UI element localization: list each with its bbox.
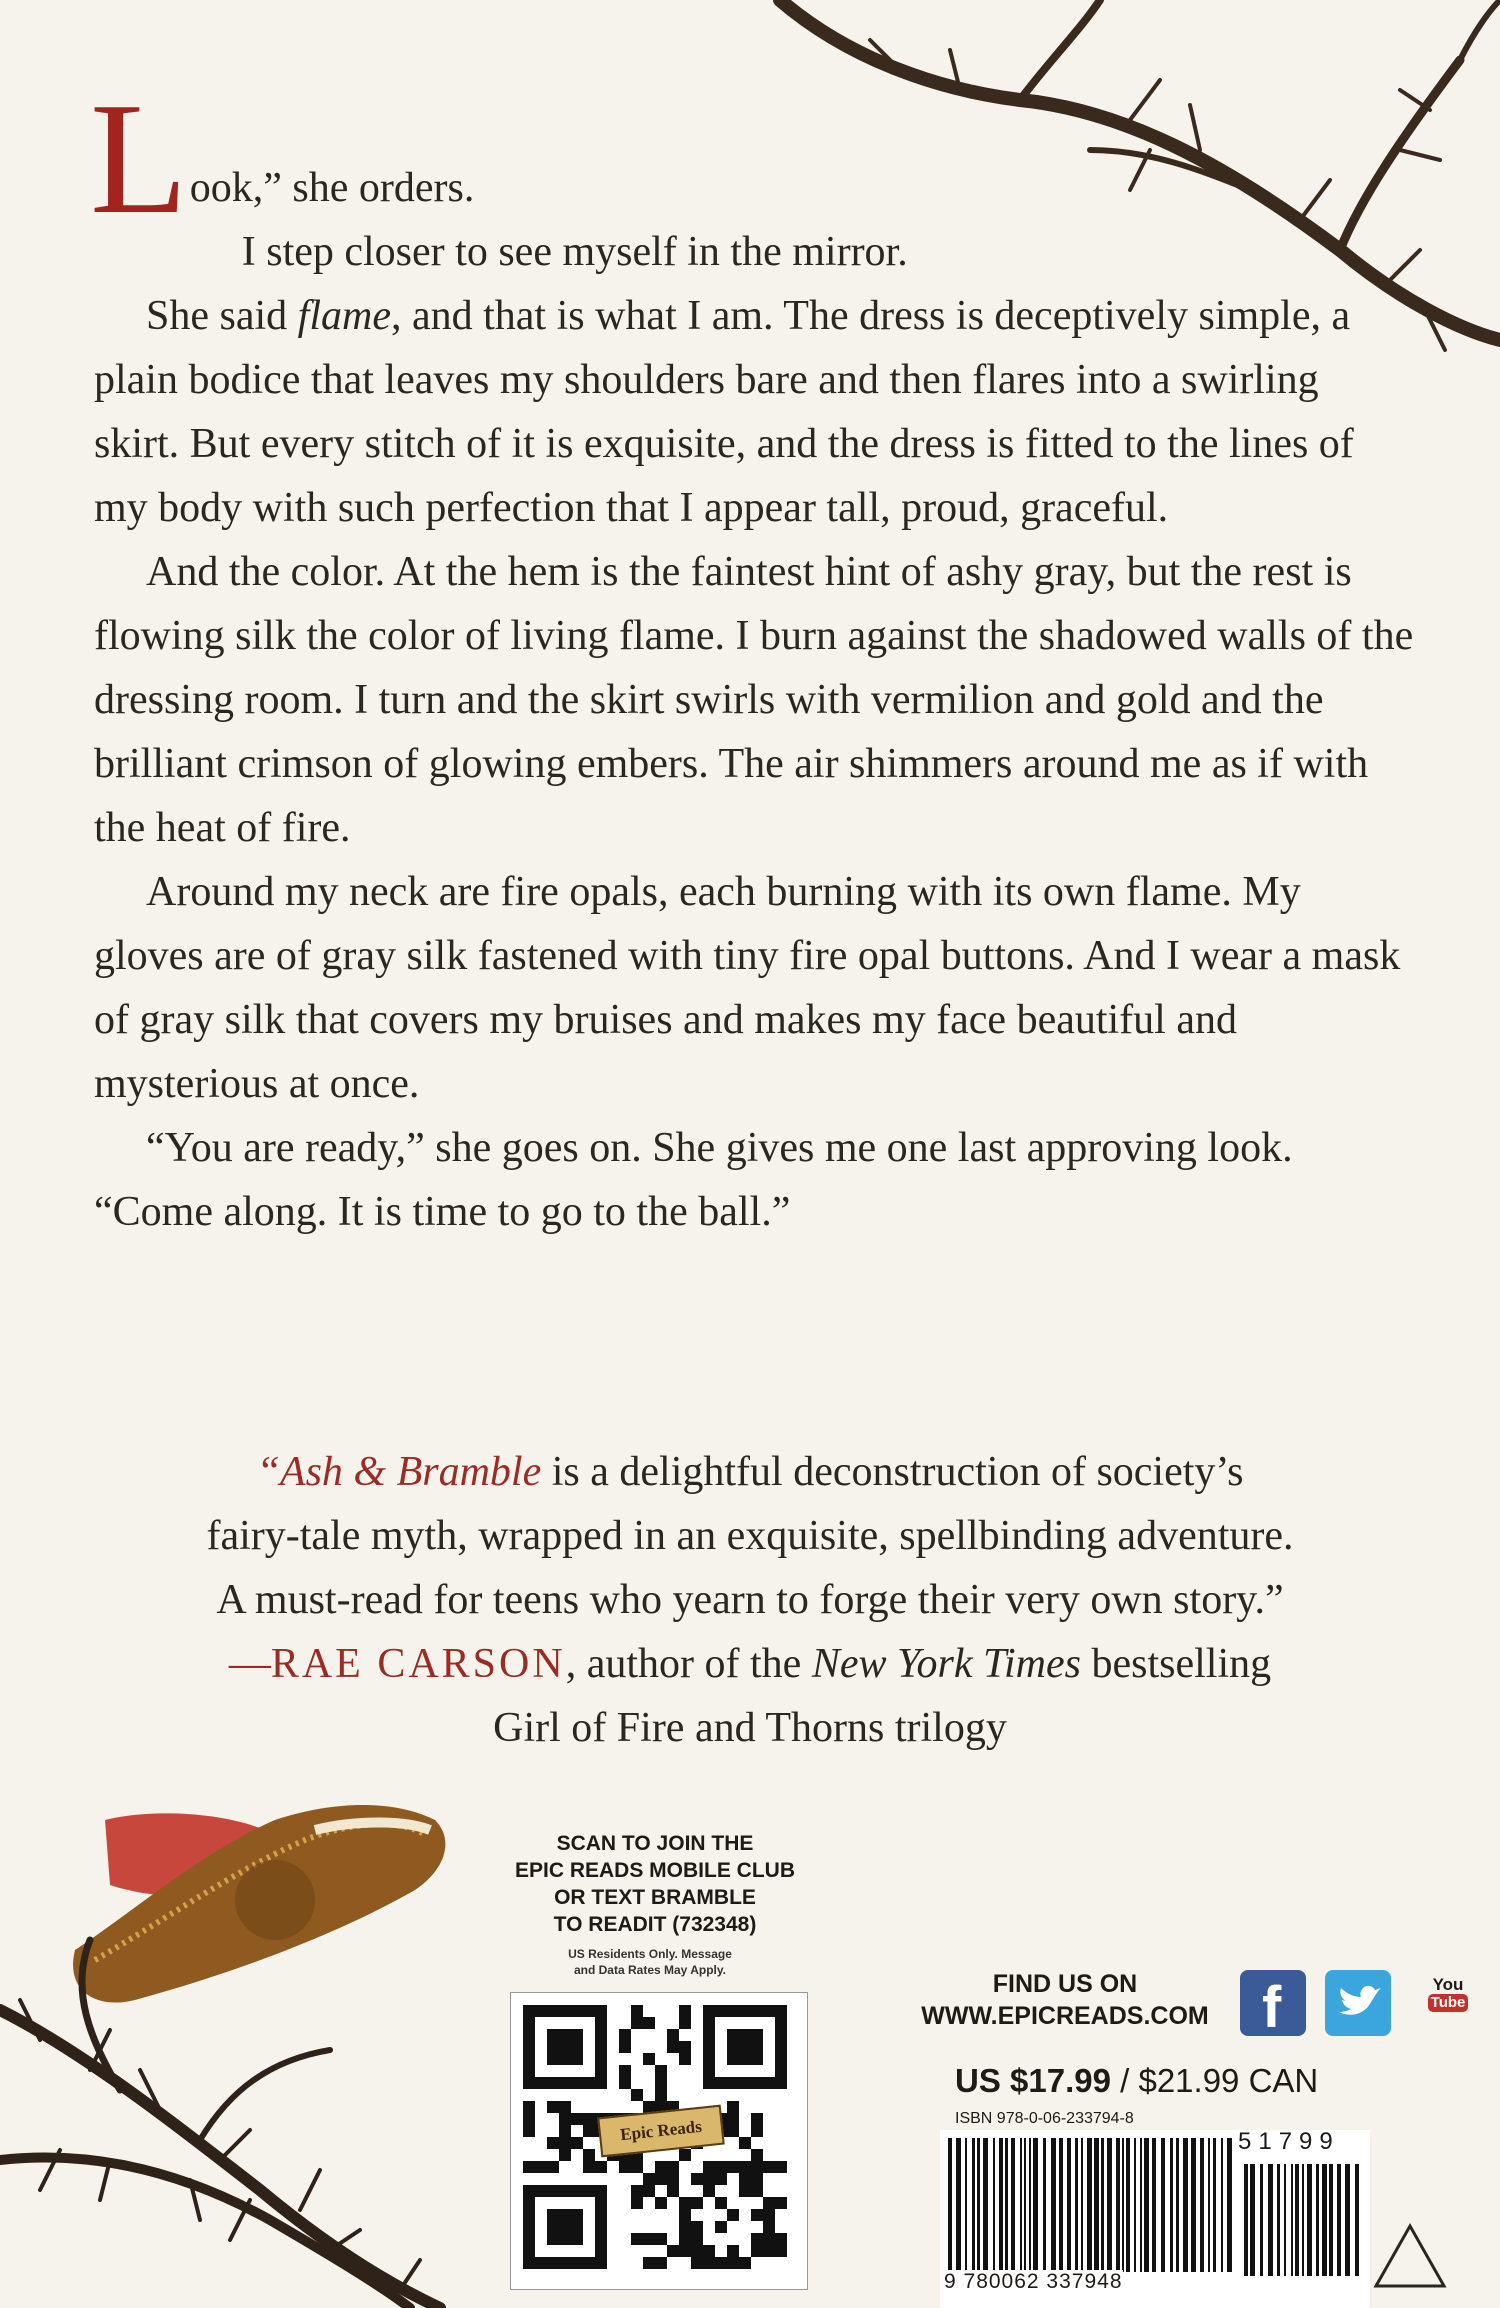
facebook-glyph: f — [1262, 1975, 1282, 2040]
callout-line: OR TEXT BRAMBLE — [554, 1886, 756, 1909]
qr-code[interactable] — [510, 1992, 808, 2290]
website-callout — [900, 1968, 1230, 2032]
canada-price: $21.99 CAN — [1138, 2062, 1319, 2099]
price-separator: / — [1110, 2062, 1139, 2099]
excerpt-paragraph — [90, 69, 1414, 247]
youtube-icon[interactable] — [1428, 1976, 1468, 2012]
disclaimer-line: and Data Rates May Apply. — [573, 1963, 727, 1977]
facebook-icon[interactable] — [1240, 1970, 1306, 2040]
disclaimer-line: US Residents Only. Message — [568, 1947, 732, 1961]
callout-line: EPIC READS MOBILE CLUB — [514, 1859, 795, 1882]
mobile-club-callout — [490, 1830, 820, 1938]
quoted-title: “Ash & Bramble — [256, 1449, 542, 1495]
callout-line: SCAN TO JOIN THE — [556, 1832, 754, 1855]
bird-glyph — [1325, 1970, 1391, 2036]
quote-text: bestselling — [1081, 1641, 1272, 1687]
youtube-tube: Tube — [1428, 1994, 1468, 2012]
findus-line: FIND US ON — [992, 1970, 1138, 1998]
excerpt-paragraph: And the color. At the hem is the faintest hint of ashy gray, but the rest is flowing silk the color of living flame. I burn against the shadowed walls of the dressing room. I turn and the skirt swirls with vermilion and gold and the brilliant crimson of glowing embers. The air shimmers around me as if with the heat of fire. — [94, 549, 1414, 851]
website-link[interactable]: WWW.EPICREADS.COM — [921, 2002, 1209, 2030]
excerpt-paragraph: “You are ready,” she goes on. She gives me one last approving look. “Come along. It is time to go to the ball.” — [94, 1125, 1293, 1235]
rates-disclaimer — [520, 1946, 780, 1978]
isbn-label: ISBN 978-0-06-233794-8 — [955, 2110, 1134, 2127]
quote-line — [0, 1440, 1500, 1504]
quote-line: Girl of Fire and Thorns trilogy — [493, 1705, 1007, 1751]
quote-author: RAE CARSON — [270, 1641, 566, 1687]
excerpt-paragraph — [94, 284, 1414, 540]
quote-text: is a delightful deconstruction of society’s — [541, 1449, 1244, 1495]
excerpt-text: , and that is what I am. The dress is deceptively simple, a plain bodice that leaves my shoulders bare and then flares into a swirling skirt. But every stitch of it is exquisite, and the dress is fitted to the lines of my body with such perfection that I appear tall, proud, graceful. — [94, 293, 1354, 531]
excerpt-text: She said — [146, 293, 298, 339]
book-excerpt — [90, 69, 1414, 1244]
quote-text: , author of the — [565, 1641, 812, 1687]
us-price: US $17.99 — [955, 2062, 1111, 2099]
slipper-illustration — [15, 1790, 495, 2020]
excerpt-emphasis: flame — [297, 293, 391, 339]
excerpt-paragraph: Around my neck are fire opals, each burning with its own flame. My gloves are of gray silk fastened with tiny fire opal buttons. And I wear a mask of gray silk that covers my bruises and makes my face beautiful and mysterious at once. — [94, 869, 1401, 1107]
price-line — [955, 2062, 1375, 2100]
triangle-logo-icon — [1370, 2220, 1450, 2292]
drop-cap: L — [90, 69, 188, 247]
callout-line: TO READIT (732348) — [553, 1913, 757, 1936]
excerpt-text: ook,” she orders. — [189, 165, 475, 211]
attribution-dash: — — [228, 1641, 271, 1687]
quote-line: A must-read for teens who yearn to forge their very own story.” — [216, 1577, 1284, 1623]
excerpt-paragraph: I step closer to see myself in the mirror. — [241, 229, 908, 275]
endorsement-quote — [0, 1440, 1500, 1760]
twitter-icon[interactable] — [1325, 1970, 1391, 2036]
epic-reads-badge: Epic Reads — [597, 2105, 725, 2158]
youtube-you: You — [1432, 1975, 1464, 1994]
isbn-digits: 9 780062 337948 — [944, 2270, 1123, 2293]
price-addon-code: 51799 — [1238, 2128, 1340, 2155]
quote-line: fairy-tale myth, wrapped in an exquisite, spellbinding adventure. — [206, 1513, 1294, 1559]
quote-attribution — [0, 1632, 1500, 1696]
publication-name: New York Times — [811, 1641, 1081, 1687]
